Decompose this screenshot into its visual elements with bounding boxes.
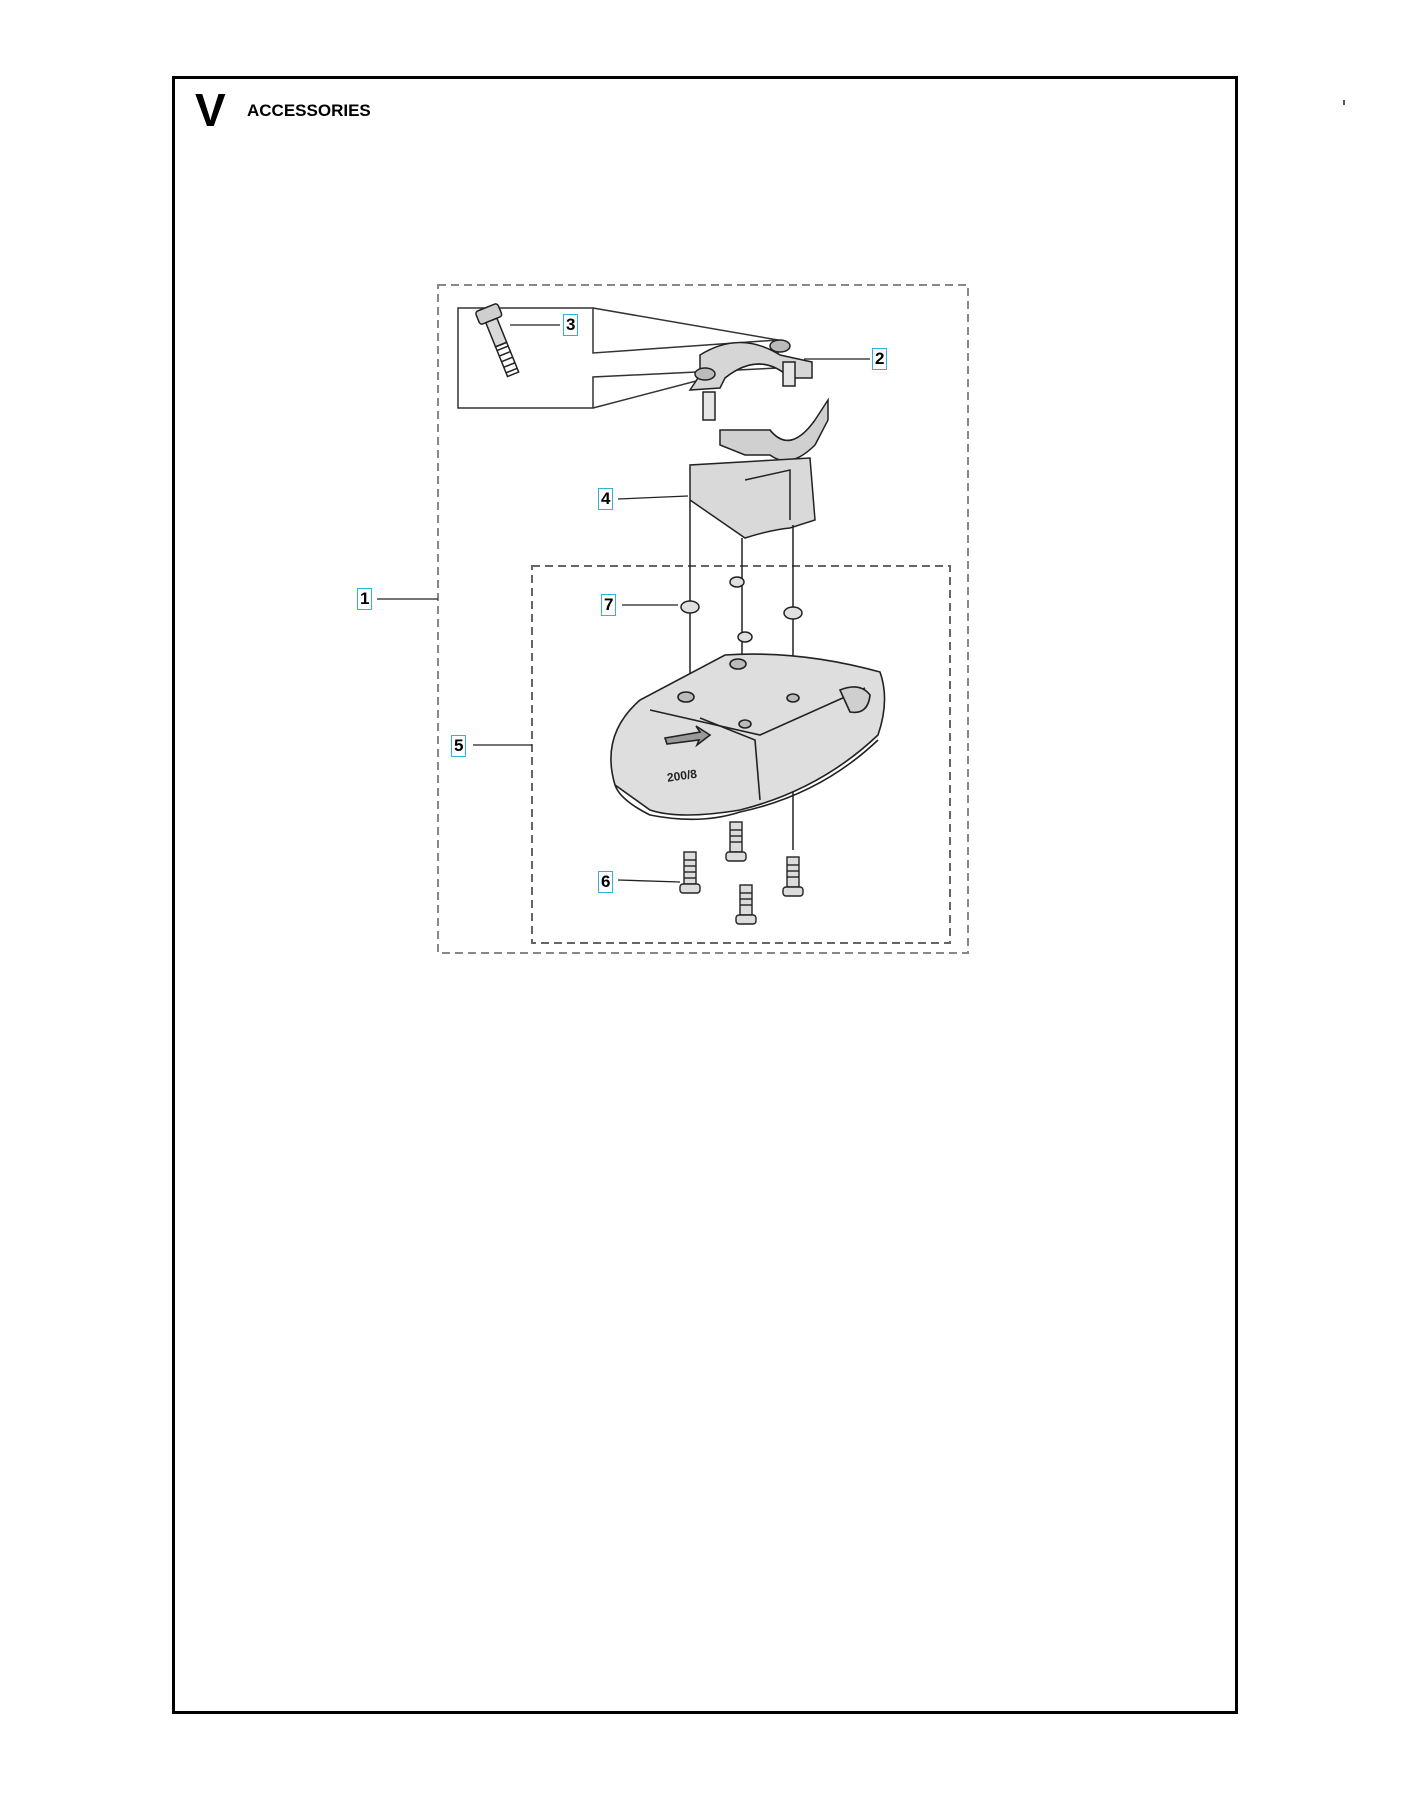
trimmer-guard-part [611, 654, 885, 819]
clamp-lower-part [720, 400, 828, 461]
section-letter: V [195, 84, 225, 136]
callout-4: 4 [598, 488, 613, 510]
callout-2: 2 [872, 348, 887, 370]
guard-bracket-part [690, 458, 815, 538]
section-title: ACCESSORIES [247, 101, 371, 120]
callout-5: 5 [451, 735, 466, 757]
callout-1: 1 [357, 588, 372, 610]
callout-6: 6 [598, 871, 613, 893]
callout-7: 7 [601, 594, 616, 616]
screw-icon [680, 822, 803, 924]
guard-marking: 200/8 [666, 766, 698, 785]
callout-3: 3 [563, 314, 578, 336]
